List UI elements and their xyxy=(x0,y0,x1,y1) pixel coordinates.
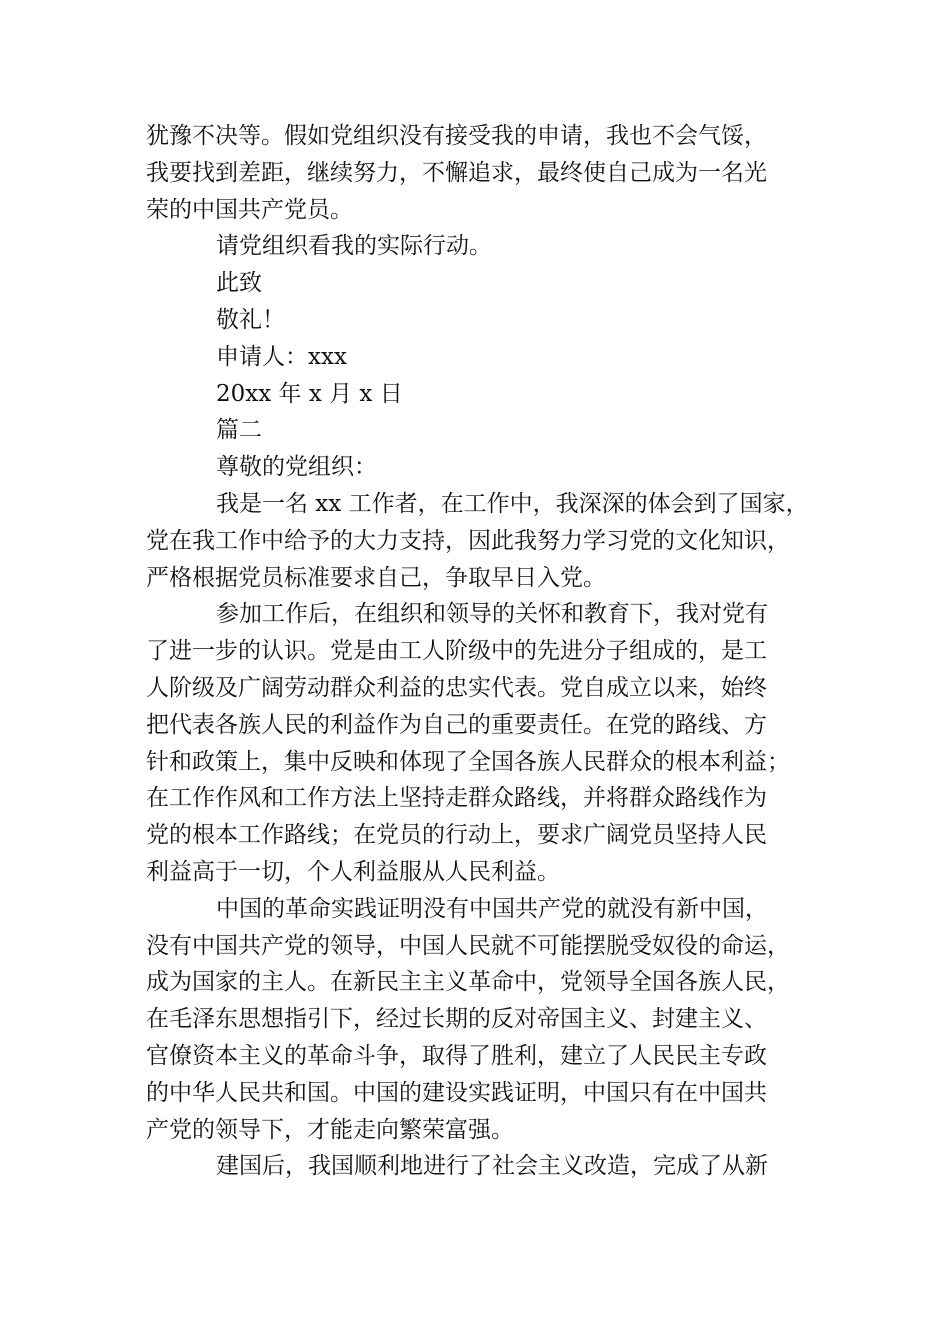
text-line: 申请人：xxx xyxy=(216,343,347,370)
text-line: 党在我工作中给予的大力支持，因此我努力学习党的文化知识， xyxy=(146,527,790,554)
text-line: 党的根本工作路线；在党员的行动上，要求广阔党员坚持人民 xyxy=(146,822,767,849)
text-line: 请党组织看我的实际行动。 xyxy=(216,233,492,260)
text-line: 严格根据党员标准要求自己，争取早日入党。 xyxy=(146,564,606,591)
text-line: 人阶级及广阔劳动群众利益的忠实代表。党自成立以来，始终 xyxy=(146,674,767,701)
text-line: 没有中国共产党的领导，中国人民就不可能摆脱受奴役的命运， xyxy=(146,932,790,959)
text-line: 敬礼！ xyxy=(216,306,285,333)
text-line: 中国的革命实践证明没有中国共产党的就没有新中国， xyxy=(216,895,768,922)
text-line: 产党的领导下，才能走向繁荣富强。 xyxy=(146,1116,514,1143)
text-line: 此致 xyxy=(216,270,262,297)
text-line: 的中华人民共和国。中国的建设实践证明，中国只有在中国共 xyxy=(146,1079,767,1106)
text-line: 犹豫不决等。假如党组织没有接受我的申请，我也不会气馁， xyxy=(146,123,767,149)
text-line: 了进一步的认识。党是由工人阶级中的先进分子组成的，是工 xyxy=(146,638,767,665)
text-line: 在工作作风和工作方法上坚持走群众路线，并将群众路线作为 xyxy=(146,785,767,812)
text-line: 把代表各族人民的利益作为自己的重要责任。在党的路线、方 xyxy=(146,711,767,738)
text-line: 我要找到差距，继续努力，不懈追求，最终使自己成为一名光 xyxy=(146,159,767,186)
text-line: 荣的中国共产党员。 xyxy=(146,196,353,223)
text-line: 在毛泽东思想指引下，经过长期的反对帝国主义、封建主义、 xyxy=(146,1006,767,1033)
text-line: 成为国家的主人。在新民主主义革命中，党领导全国各族人民， xyxy=(146,969,790,996)
document-body xyxy=(146,118,818,1185)
text-line: 我是一名 xx 工作者，在工作中，我深深的体会到了国家， xyxy=(216,490,809,517)
text-line: 20xx 年 x 月 x 日 xyxy=(216,380,403,407)
text-line: 官僚资本主义的革命斗争，取得了胜利，建立了人民民主专政 xyxy=(146,1042,767,1069)
text-line: 建国后，我国顺利地进行了社会主义改造，完成了从新 xyxy=(216,1153,768,1180)
text-line: 尊敬的党组织： xyxy=(216,454,377,481)
text-line: 参加工作后，在组织和领导的关怀和教育下，我对党有 xyxy=(216,601,768,628)
text-line: 篇二 xyxy=(216,417,262,444)
text-line: 利益高于一切，个人利益服从人民利益。 xyxy=(146,858,560,885)
text-line: 针和政策上，集中反映和体现了全国各族人民群众的根本利益； xyxy=(146,748,790,775)
